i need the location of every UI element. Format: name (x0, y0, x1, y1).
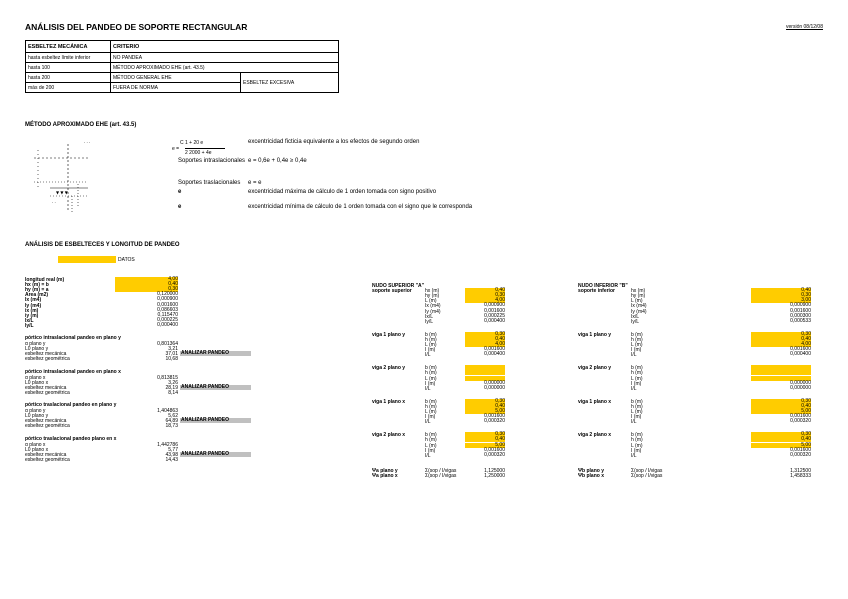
analizar-pandeo-button[interactable]: ANALIZAR PANDEO (180, 351, 251, 356)
beam-row-label: h (m) (631, 336, 643, 343)
beam-row-label: L (m) (425, 409, 437, 415)
beam-row-value: 0,001600 (790, 346, 811, 353)
property-label: hy (m) = a (25, 287, 49, 294)
property-label: iy (m) (25, 312, 39, 319)
node-row-value: 0,000300 (790, 312, 811, 319)
beam-name: viga 1 plano y (372, 331, 406, 338)
beam-row-label: b (m) (425, 365, 437, 372)
psi-name: Ψa plano x (372, 472, 398, 479)
block-row-value: 0,813815 (157, 374, 178, 381)
svg-text:· ·: · · (52, 200, 56, 205)
beam-row-value: 5,00 (465, 409, 505, 414)
beam-row-label: I/L (631, 419, 637, 426)
svg-text:· · ·: · · · (84, 140, 91, 145)
block-title: pórtico traslacional pandeo en plano y (25, 402, 117, 408)
beam-row-label: b (m) (631, 432, 643, 439)
criteria-header-1: ESBELTEZ MECÁNICA (26, 41, 111, 53)
block-row-label: L0 plano y (25, 413, 49, 420)
beam-row-value: 0,30 (751, 332, 811, 337)
beam-row-label: b (m) (425, 432, 437, 439)
block-row-label: esbeltez geométrica (25, 456, 70, 463)
psi-label: Σ(sop / I/vigas (425, 467, 457, 474)
node-row-label: Iy/L (631, 318, 640, 325)
block-row-label: L0 plano x (25, 379, 49, 386)
beam-row-label: L (m) (631, 342, 643, 348)
psi-label: Σ(sop / I/vigas (631, 472, 663, 479)
beam-row-label: I/L (425, 385, 431, 392)
beam-row-value: 0,000320 (790, 418, 811, 425)
beam-row-value: 5,00 (751, 409, 811, 414)
property-value: 0,120000 (157, 291, 178, 298)
beam-row-label: b (m) (631, 398, 643, 405)
e1-symbol: e (178, 204, 182, 210)
beam-row-value: 0,000000 (790, 379, 811, 386)
beam-name: viga 1 plano y (578, 331, 612, 338)
psi-name: Ψb plano x (578, 472, 604, 479)
beam-row-label: b (m) (425, 398, 437, 405)
beam-row-value: 4,00 (751, 342, 811, 347)
node-row-label: Ix/L (631, 313, 640, 320)
beam-row-label: h (m) (425, 336, 437, 343)
property-value: 0,115470 (157, 311, 178, 318)
node-row-label: Iy/L (425, 318, 434, 325)
block-row-value: 43,98 (165, 451, 178, 458)
node-row-value: 0,30 (751, 293, 811, 298)
block-row-value: 5,62 (168, 413, 178, 420)
beam-row-label: I/L (631, 452, 637, 459)
property-label: Area (m2) (25, 292, 49, 299)
beam-row-label: L (m) (425, 442, 437, 449)
node-row-value: 0,40 (751, 288, 811, 293)
node-row-value: 0,000533 (790, 317, 811, 324)
beam-name: viga 1 plano x (578, 398, 612, 405)
node-row-label: Ix (m4) (631, 303, 647, 310)
property-value: 4,00 (115, 277, 178, 282)
traslational-formula: e = e (248, 180, 262, 186)
node-row-label: hy (m) (631, 293, 646, 300)
beam-row-value: 0,40 (465, 404, 505, 409)
criteria-cell: hasta 200 (26, 73, 111, 83)
psi-name: Ψb plano y (578, 467, 604, 474)
block-title: pórtico intraslacional pandeo en plano x (25, 368, 121, 375)
node-row-label: L (m) (425, 298, 437, 305)
node-row-label: L (m) (631, 298, 643, 305)
beam-row-label: I/L (425, 419, 431, 426)
block-row-value: 10,68 (165, 356, 178, 363)
data-legend-swatch (58, 256, 116, 263)
beam-row-label: I/L (425, 452, 431, 459)
formula-fraction-line (185, 148, 225, 149)
beam-name: viga 2 plano x (372, 432, 406, 439)
analizar-pandeo-button[interactable]: ANALIZAR PANDEO (180, 418, 251, 423)
property-label: ix (m) (25, 307, 39, 314)
criteria-cell: NO PANDEA (111, 53, 339, 63)
property-label: hx (m) = b (25, 282, 49, 289)
block-row-label: esbeltez geométrica (25, 356, 70, 363)
block-row-label: esbeltez mecánica (25, 418, 67, 425)
beam-row-label: I (m) (631, 447, 642, 454)
psi-label: Σ(sop / I/vigas (425, 472, 457, 479)
property-value: 0,000900 (157, 296, 178, 303)
block-row-value: 3,21 (168, 346, 178, 353)
beam-row-label: I/L (425, 352, 431, 359)
beam-row-value: 0,000000 (790, 384, 811, 391)
beam-row-value: 0,30 (751, 432, 811, 437)
beam-row-value: 0,30 (465, 332, 505, 337)
version-label: versión 08/12/08 (786, 24, 823, 30)
formula-e-numerator: C 1 + 20 e (180, 140, 204, 146)
node-row-value: 0,001600 (790, 307, 811, 314)
block-row-value: 3,26 (168, 379, 178, 386)
page-title: ANÁLISIS DEL PANDEO DE SOPORTE RECTANGULAR (25, 22, 248, 32)
beam-row-value: 0,30 (751, 399, 811, 404)
block-row-label: α plano y (25, 341, 46, 348)
node-subtitle: soporte inferior (578, 288, 615, 295)
node-row-value: 0,30 (465, 293, 505, 298)
beam-row-value: 0,000000 (484, 379, 505, 386)
block-row-value: 1,442786 (157, 441, 178, 448)
node-subtitle: soporte superior (372, 288, 412, 295)
criteria-merged-cell: ESBELTEZ EXCESIVA (241, 73, 339, 93)
beam-row-value: 0,000320 (484, 451, 505, 458)
beam-row-label: I (m) (631, 380, 642, 387)
beam-row-label: h (m) (631, 403, 643, 410)
beam-row-label: I (m) (425, 347, 436, 354)
beam-row-value: 0,001600 (484, 446, 505, 453)
beam-row-value: 0,000400 (484, 351, 505, 358)
beam-name: viga 2 plano y (372, 365, 406, 372)
beam-name: viga 2 plano y (578, 365, 612, 372)
psi-value: 1,250000 (484, 472, 505, 479)
node-row-value: 3,00 (751, 298, 811, 303)
beam-row-label: L (m) (631, 375, 643, 382)
frame-diagram (28, 136, 124, 216)
node-row-label: hx (m) (425, 288, 440, 295)
block-row-value: 14,43 (165, 456, 178, 463)
block-title: pórtico traslacional pandeo plano en x (25, 435, 117, 442)
node-row-value: 0,000225 (484, 312, 505, 319)
beam-row-label: L (m) (425, 375, 437, 382)
property-value: 0,40 (115, 282, 178, 287)
beam-row-label: I (m) (425, 414, 436, 421)
criteria-cell: MÉTODO GENERAL EHE (111, 73, 241, 83)
block-row-label: esbeltez geométrica (25, 389, 70, 396)
block-row-value: 28,19 (165, 384, 178, 391)
criteria-cell: FUERA DE NORMA (111, 83, 241, 93)
criteria-cell: hasta esbeltez límite inferior (26, 53, 111, 63)
beam-row-value: 0,000000 (484, 384, 505, 391)
property-label: Iy/L (25, 322, 34, 329)
criteria-table (25, 40, 339, 93)
beam-name: viga 1 plano x (372, 398, 406, 405)
node-title: NUDO SUPERIOR "A" (372, 283, 424, 289)
property-label: Ix/L (25, 317, 34, 324)
criteria-cell: más de 200 (26, 83, 111, 93)
analizar-pandeo-button[interactable]: ANALIZAR PANDEO (180, 385, 251, 390)
formula-e-denominator: 2 2000 + 4e (185, 150, 212, 156)
beam-row-label: I/L (631, 352, 637, 359)
beam-row-value: 0,001600 (484, 346, 505, 353)
node-title: NUDO INFERIOR "B" (578, 283, 628, 289)
svg-text:▼ ▼ ▼: ▼ ▼ ▼ (56, 190, 68, 195)
e2-symbol: e (178, 189, 182, 195)
property-label: Ix (m4) (25, 297, 42, 304)
beam-row-value: 0,40 (751, 437, 811, 442)
node-row-value: 0,001600 (484, 307, 505, 314)
node-row-value: 0,000900 (790, 302, 811, 309)
beam-row-value: 0,001600 (790, 413, 811, 420)
block-row-value: 18,73 (165, 423, 178, 430)
criteria-header-2: CRITERIO (111, 41, 339, 53)
beam-row-label: L (m) (425, 342, 437, 348)
beam-row-value: 0,40 (465, 337, 505, 342)
block-row-label: esbeltez mecánica (25, 451, 67, 458)
beam-row-value: 0,001600 (790, 446, 811, 453)
beam-row-label: b (m) (425, 331, 437, 338)
beam-row-label: h (m) (631, 370, 643, 377)
block-row-label: esbeltez geométrica (25, 423, 70, 430)
beam-row-value: 0,000320 (484, 418, 505, 425)
e2-description: excentricidad máxima de cálculo de 1 orden tomada con signo positivo (248, 189, 437, 195)
node-row-label: Ix/L (425, 313, 434, 320)
beam-row-label: I (m) (631, 347, 642, 354)
node-row-label: Ix (m4) (425, 303, 441, 310)
property-value: 0,30 (115, 287, 178, 292)
block-title: pórtico intraslacional pandeo en plano y (25, 335, 121, 341)
node-row-label: Iy (m4) (425, 308, 441, 315)
psi-value: 1,312500 (790, 467, 811, 474)
block-row-value: 64,89 (165, 418, 178, 425)
criteria-cell: MÉTODO APROXIMADO EHE (art. 43.5) (111, 63, 339, 73)
intraslational-formula: e = 0,6e + 0,4e ≥ 0,4e (248, 158, 307, 164)
beam-row-value: 0,40 (751, 404, 811, 409)
node-row-value: 0,000400 (484, 317, 505, 324)
property-label: longitud real (m) (25, 277, 65, 283)
traslational-label: Soportes traslacionales (178, 180, 241, 186)
block-row-label: α plano y (25, 408, 46, 415)
beam-row-label: b (m) (631, 331, 643, 338)
block-row-value: 1,404863 (157, 408, 178, 415)
block-row-value: 0,801364 (157, 341, 178, 348)
intraslational-label: Soportes intraslacionales (178, 158, 246, 164)
block-row-label: esbeltez mecánica (25, 384, 67, 391)
beam-row-value: 0,40 (465, 437, 505, 442)
analizar-pandeo-button[interactable]: ANALIZAR PANDEO (180, 452, 251, 457)
psi-value: 1,125000 (484, 467, 505, 474)
beam-row-label: I/L (631, 385, 637, 392)
psi-value: 1,458333 (790, 472, 811, 479)
property-value: 0,001600 (157, 301, 178, 308)
property-value: 0,086603 (157, 306, 178, 313)
block-row-label: L0 plano y (25, 346, 49, 353)
property-value: 0,000400 (157, 321, 178, 328)
block-row-label: α plano x (25, 374, 46, 381)
property-value: 0,000225 (157, 316, 178, 323)
data-legend-label: DATOS (118, 257, 135, 263)
node-row-label: Iy (m4) (631, 308, 647, 315)
formula-e-description: excentricidad ficticia equivalente a los efectos de segundo orden (248, 139, 420, 145)
beam-row-value: 4,00 (465, 342, 505, 347)
property-label: Iy (m4) (25, 302, 42, 309)
beam-row-label: I (m) (425, 380, 436, 387)
formula-e-prefix: e = (172, 146, 180, 152)
block-row-value: 8,14 (168, 389, 178, 396)
node-row-label: hx (m) (631, 288, 646, 295)
beam-row-label: h (m) (425, 403, 437, 410)
beam-row-value: 0,40 (751, 337, 811, 342)
psi-name: Ψa plano y (372, 467, 398, 474)
beam-row-label: h (m) (425, 437, 437, 444)
beam-row-label: I (m) (631, 414, 642, 421)
beam-row-label: L (m) (631, 409, 643, 415)
node-row-label: hy (m) (425, 293, 440, 300)
beam-row-value: 0,30 (465, 432, 505, 437)
beam-row-value: 5,00 (465, 443, 505, 448)
beam-row-label: b (m) (631, 365, 643, 372)
block-row-value: 5,77 (168, 446, 178, 453)
beam-row-value: 0,30 (465, 399, 505, 404)
block-row-value: 37,01 (165, 351, 178, 358)
beam-row-value: 0,000320 (790, 451, 811, 458)
beam-row-value: 0,001600 (484, 413, 505, 420)
e1-description: excentricidad mínima de cálculo de 1 orden tomada con el signo que le corresponda (248, 204, 473, 210)
beam-row-value: 0,000400 (790, 351, 811, 358)
block-row-label: L0 plano x (25, 446, 49, 453)
node-row-value: 0,40 (465, 288, 505, 293)
psi-label: Σ(sop / I/vigas (631, 467, 663, 474)
beam-row-label: I (m) (425, 447, 436, 454)
block-row-label: esbeltez mecánica (25, 351, 67, 358)
criteria-cell: hasta 100 (26, 63, 111, 73)
beam-row-value: 5,00 (751, 443, 811, 448)
beam-row-label: h (m) (631, 437, 643, 444)
beam-name: viga 2 plano x (578, 432, 612, 439)
beam-row-label: h (m) (425, 370, 437, 377)
beam-row-label: L (m) (631, 442, 643, 449)
analysis-title: ANÁLISIS DE ESBELTECES Y LONGITUD DE PANDEO (25, 242, 180, 248)
method-title: MÉTODO APROXIMADO EHE (art. 43.5) (25, 122, 137, 128)
node-row-value: 4,00 (465, 298, 505, 303)
node-row-value: 0,000900 (484, 302, 505, 309)
block-row-label: α plano x (25, 441, 46, 448)
